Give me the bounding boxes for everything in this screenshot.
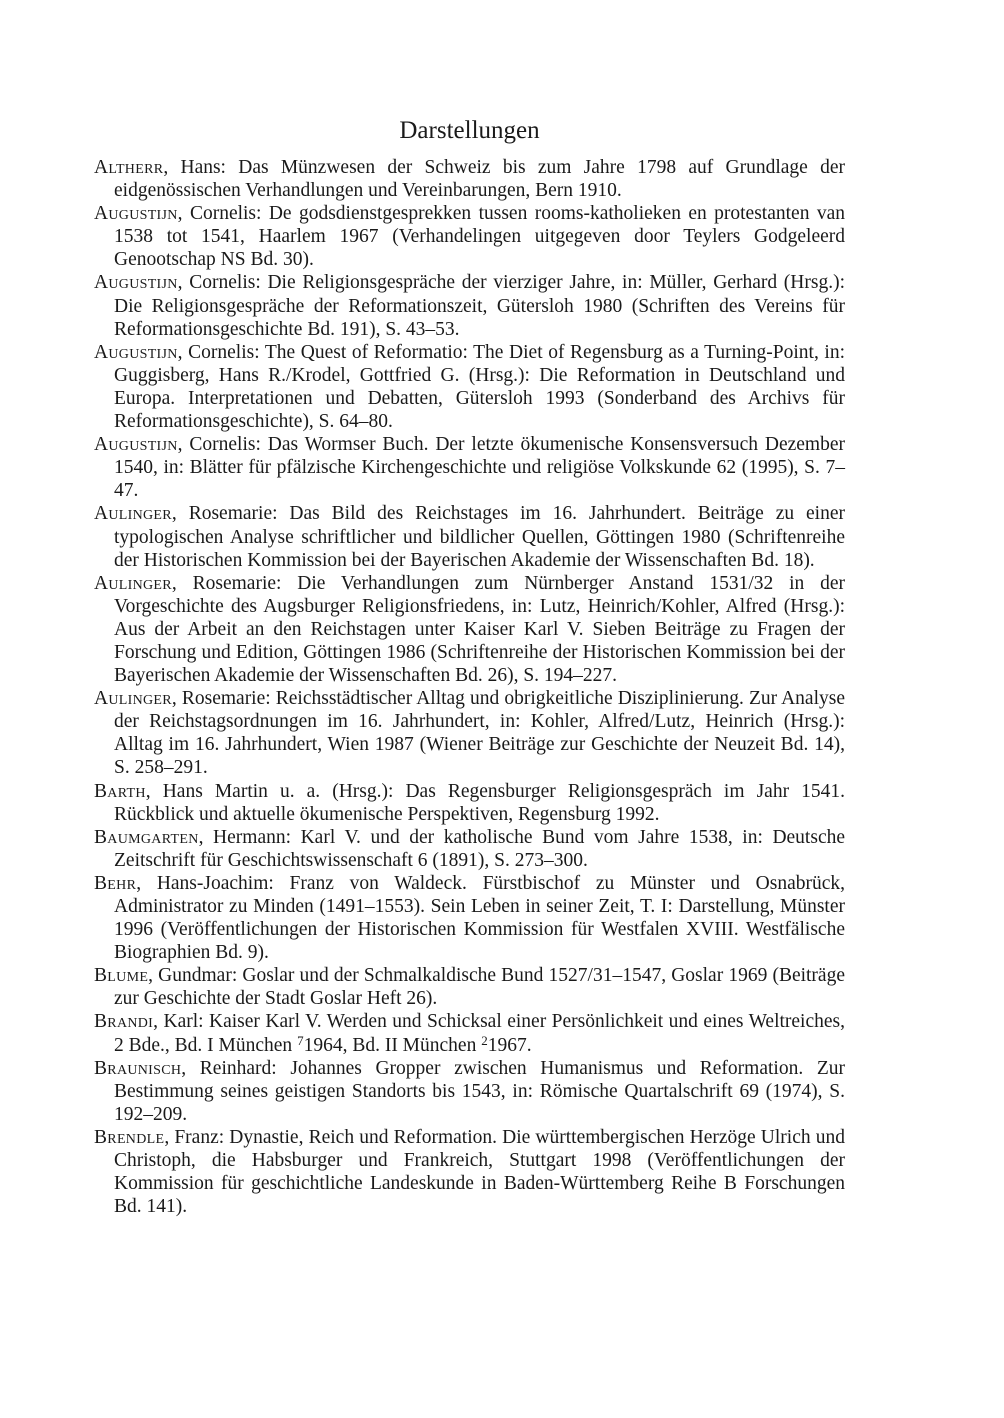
bibliography-entry xyxy=(94,341,845,433)
bibliography-entry xyxy=(94,826,845,872)
entry-author: Brendle xyxy=(94,1126,165,1148)
edition-superscript: 2 xyxy=(481,1032,488,1048)
entry-author: Augustijn xyxy=(94,272,178,294)
entry-author: Aulinger xyxy=(94,503,172,525)
bibliography-entry xyxy=(94,780,845,826)
entry-author: Blume xyxy=(94,965,149,987)
bibliography-list xyxy=(94,156,845,1218)
entry-author: Aulinger xyxy=(94,572,172,594)
entry-author: Braunisch xyxy=(94,1057,182,1079)
bibliography-entry xyxy=(94,687,845,779)
bibliography-entry xyxy=(94,502,845,571)
entry-text: , Cornelis: The Quest of Reformatio: The Diet of Regensburg as a Turning-Point, in: Guggisberg, Hans R./Krodel, Gottfried G. (Hrsg.): Die Reformation in Deutschland und Europa. Interpretationen und Debatten, Gütersloh 1993 (Sonderband des Archivs für Reformationsgeschichte), S. 64–80. xyxy=(114,341,845,433)
entry-text: , Rosemarie: Reichsstädtischer Alltag und obrigkeitliche Disziplinierung. Zur Analyse der Reichstagsordnungen im 16. Jahrhundert, in: Kohler, Alfred/Lutz, Heinrich (Hrsg.): Alltag im 16. Jahrhundert, Wien 1987 (Wiener Beiträge zur Geschichte der Neuzeit Bd. 14), S. 258–291. xyxy=(114,688,845,779)
entry-text: , Gundmar: Goslar und der Schmalkaldische Bund 1527/31–1547, Goslar 1969 (Beiträge zur Geschichte der Stadt Goslar Heft 26). xyxy=(114,965,845,1010)
entry-text: , Hans Martin u. a. (Hrsg.): Das Regensburger Religionsgespräch im Jahr 1541. Rückblick und aktuelle ökumenische Perspektiven, Regensburg 1992. xyxy=(114,780,845,825)
bibliography-page xyxy=(94,116,845,1218)
entry-text: , Cornelis: De godsdienstgesprekken tussen rooms-katholieken en protestanten van 1538 tot 1541, Haarlem 1967 (Verhandelingen uitgegeven door Teylers Godgeleerd Genootschap NS Bd. 30). xyxy=(114,203,845,271)
edition-superscript: 7 xyxy=(297,1032,304,1048)
entry-text: 1964, Bd. II München xyxy=(303,1034,482,1056)
entry-text: , Rosemarie: Die Verhandlungen zum Nürnberger Anstand 1531/32 in der Vorgeschichte des Augsburger Religionsfriedens, in: Lutz, Heinrich/Kohler, Alfred (Hrsg.): Aus der Arbeit an den Reichstagen unter Kaiser Karl V. Sieben Beiträge zu Fragen der Forschung und Edition, Göttingen 1986 (Schriftenreihe der Historischen Kommission bei der Bayerischen Akademie der Wissenschaften Bd. 26), S. 194–227. xyxy=(114,572,845,687)
bibliography-entry xyxy=(94,964,845,1010)
entry-author: Aulinger xyxy=(94,688,172,710)
entry-author: Augustijn xyxy=(94,341,178,363)
bibliography-entry xyxy=(94,1010,845,1056)
entry-author: Augustijn xyxy=(94,434,178,456)
entry-text: , Rosemarie: Das Bild des Reichstages im 16. Jahrhundert. Beiträge zu einer typologischen Analyse schriftlicher und bildlicher Quellen, Göttingen 1980 (Schriftenreihe der Historischen Kommission bei der Bayerischen Akademie der Wissenschaften Bd. 18). xyxy=(114,503,845,571)
entry-author: Barth xyxy=(94,780,146,802)
bibliography-entry xyxy=(94,572,845,687)
entry-author: Augustijn xyxy=(94,203,178,225)
bibliography-entry xyxy=(94,202,845,271)
section-title: Darstellungen xyxy=(399,117,540,144)
bibliography-entry xyxy=(94,1126,845,1218)
entry-text: , Hans-Joachim: Franz von Waldeck. Fürstbischof zu Münster und Osnabrück, Administrator zu Minden (1491–1553). Sein Leben in seiner Zeit, T. I: Darstellung, Münster 1996 (Veröffentlichungen der Historischen Kommission für Westfalen XVIII. Westfälische Biographien Bd. 9). xyxy=(114,872,845,964)
entry-text: , Hans: Das Münzwesen der Schweiz bis zum Jahre 1798 auf Grundlage der eidgenössischen Verhandlungen und Vereinbarungen, Bern 1910. xyxy=(114,157,845,202)
entry-author: Baumgarten xyxy=(94,826,199,848)
bibliography-entry xyxy=(94,433,845,502)
entry-text: , Karl: Kaiser Karl V. Werden und Schicksal einer Persönlichkeit und eines Weltreiches, 2 Bde., Bd. I München xyxy=(114,1011,845,1056)
bibliography-entry xyxy=(94,156,845,202)
entry-author: Behr xyxy=(94,872,137,894)
entry-author: Brandi xyxy=(94,1011,154,1033)
bibliography-entry xyxy=(94,872,845,964)
entry-text: , Franz: Dynastie, Reich und Reformation. Die württembergischen Herzöge Ulrich und Christoph, die Habsburger und Frankreich, Stuttgart 1998 (Veröffentlichungen der Kommission für geschichtliche Landeskunde in Baden-Württemberg Reihe B Forschungen Bd. 141). xyxy=(114,1126,845,1218)
entry-author: Altherr xyxy=(94,157,164,178)
entry-text: , Cornelis: Die Religionsgespräche der vierziger Jahre, in: Müller, Gerhard (Hrsg.): Die Religionsgespräche der Reformationszeit, Gütersloh 1980 (Schriften des Vereins für Reformationsgeschichte Bd. 191), S. 43–53. xyxy=(114,272,845,340)
entry-text: 1967. xyxy=(487,1034,532,1056)
entry-text: , Cornelis: Das Wormser Buch. Der letzte ökumenische Konsensversuch Dezember 1540, in: Blätter für pfälzische Kirchengeschichte und religiöse Volkskunde 62 (1995), S. 7–47. xyxy=(114,434,845,502)
entry-text: , Hermann: Karl V. und der katholische Bund vom Jahre 1538, in: Deutsche Zeitschrift für Geschichtswissenschaft 6 (1891), S. 273–300. xyxy=(114,826,845,871)
bibliography-entry xyxy=(94,1057,845,1126)
entry-text: , Reinhard: Johannes Gropper zwischen Humanismus und Reformation. Zur Bestimmung seines geistigen Standorts bis 1543, in: Römische Quartalschrift 69 (1974), S. 192–209. xyxy=(114,1057,845,1125)
bibliography-entry xyxy=(94,271,845,340)
